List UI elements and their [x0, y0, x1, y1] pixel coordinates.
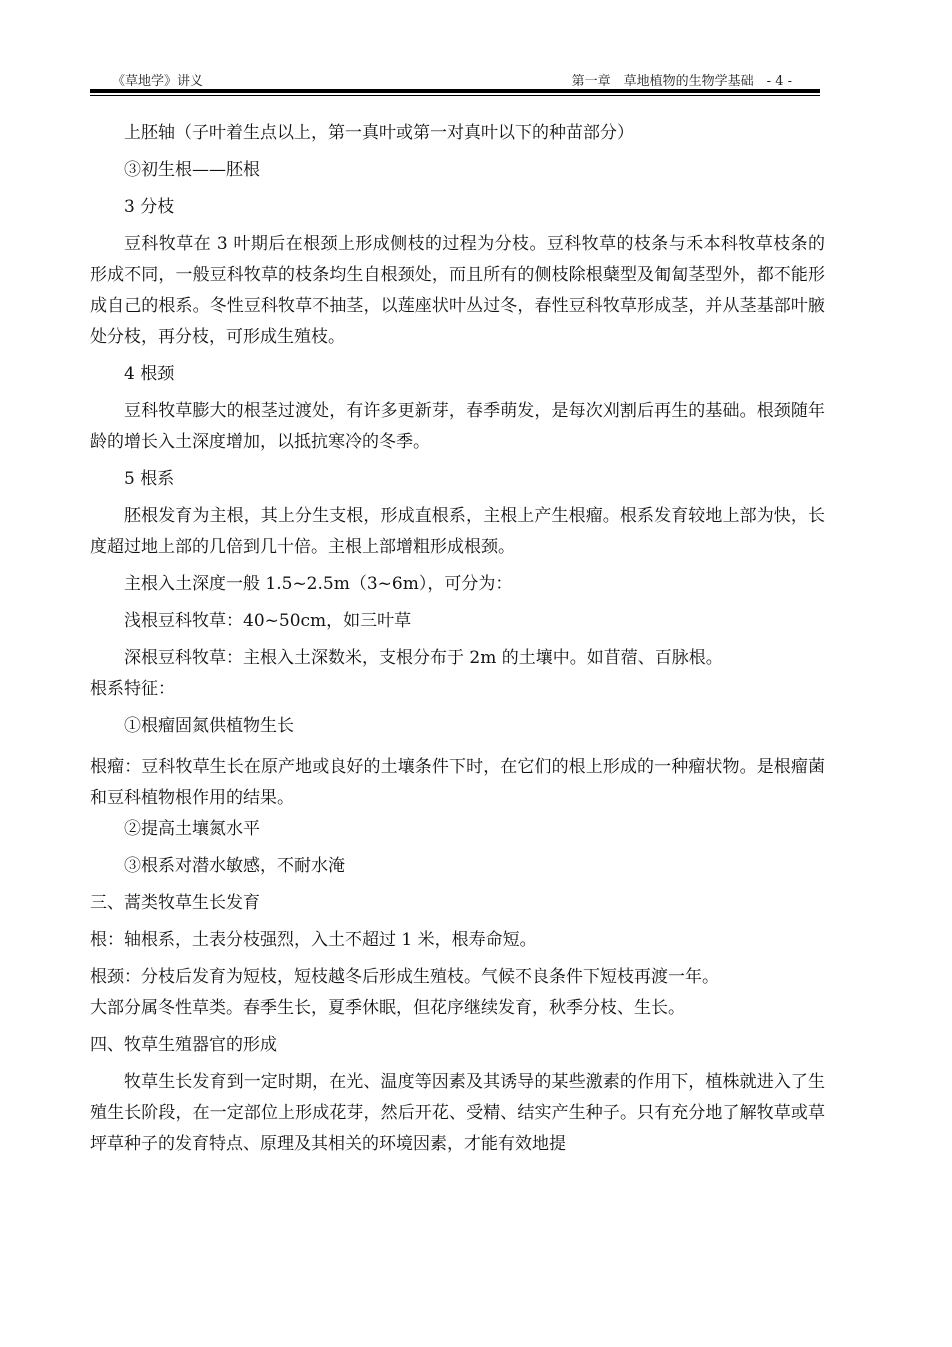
header-rule-thin: [90, 95, 820, 96]
paragraph: 上胚轴（子叶着生点以上，第一真叶或第一对真叶以下的种苗部分）: [124, 123, 634, 143]
paragraph: 豆科牧草在 3 叶期后在根颈上形成侧枝的过程为分枝。豆科牧草的枝条与禾本科牧草枝条的形成不同，一般豆科牧草的枝条均生自根颈处，而且所有的侧枝除根蘖型及匍匐茎型外，都不能形成自己的根系。冬性豆科牧草不抽茎，以莲座状叶丛过冬，春性豆科牧草形成茎，并从茎基部叶腋处分枝，再分枝，可形成生殖枝。: [90, 234, 825, 347]
section-heading: 3 分枝: [124, 197, 175, 217]
paragraph: 豆科牧草膨大的根茎过渡处，有许多更新芽，春季萌发，是每次刈割后再生的基础。根颈随年龄的增长入土深度增加，以抵抗寒冷的冬季。: [90, 401, 825, 452]
section-heading: 4 根颈: [124, 364, 175, 384]
header-rule-thick: [90, 89, 820, 93]
section-heading: 四、牧草生殖器官的形成: [90, 1035, 277, 1055]
header-chapter-page: 第一章 草地植物的生物学基础 - 4 -: [571, 74, 792, 89]
paragraph: 浅根豆科牧草：40~50cm，如三叶草: [124, 611, 412, 631]
list-item: ①根瘤固氮供植物生长: [124, 716, 294, 736]
paragraph: 大部分属冬性草类。春季生长，夏季休眠，但花序继续发育，秋季分枝、生长。: [90, 998, 685, 1018]
paragraph: ③初生根——胚根: [124, 160, 260, 180]
paragraph: 根颈：分枝后发育为短枝，短枝越冬后形成生殖枝。气候不良条件下短枝再渡一年。: [90, 967, 719, 987]
paragraph: 胚根发育为主根，其上分生支根，形成直根系，主根上产生根瘤。根系发育较地上部为快，长度超过地上部的几倍到几十倍。主根上部增粗形成根颈。: [90, 506, 825, 557]
paragraph: 根系特征：: [90, 679, 175, 699]
document-body: [90, 118, 825, 1160]
list-item: ②提高土壤氮水平: [124, 819, 260, 839]
paragraph: 根：轴根系，土表分枝强烈，入土不超过 1 米，根寿命短。: [90, 930, 537, 950]
paragraph: 根瘤：豆科牧草生长在原产地或良好的土壤条件下时，在它们的根上形成的一种瘤状物。是根瘤菌和豆科植物根作用的结果。: [90, 757, 825, 808]
list-item: ③根系对潜水敏感，不耐水淹: [124, 856, 345, 876]
paragraph: 牧草生长发育到一定时期，在光、温度等因素及其诱导的某些激素的作用下，植株就进入了生殖生长阶段，在一定部位上形成花芽，然后开花、受精、结实产生种子。只有充分地了解牧草或草坪草种子的发育特点、原理及其相关的环境因素，才能有效地提: [90, 1072, 825, 1154]
section-heading: 三、蒿类牧草生长发育: [90, 893, 260, 913]
paragraph: 深根豆科牧草：主根入土深数米，支根分布于 2m 的土壤中。如苜蓿、百脉根。: [124, 648, 723, 668]
section-heading: 5 根系: [124, 469, 175, 489]
paragraph: 主根入土深度一般 1.5~2.5m（3~6m），可分为：: [124, 574, 513, 594]
header-book-title: 《草地学》讲义: [112, 74, 204, 89]
